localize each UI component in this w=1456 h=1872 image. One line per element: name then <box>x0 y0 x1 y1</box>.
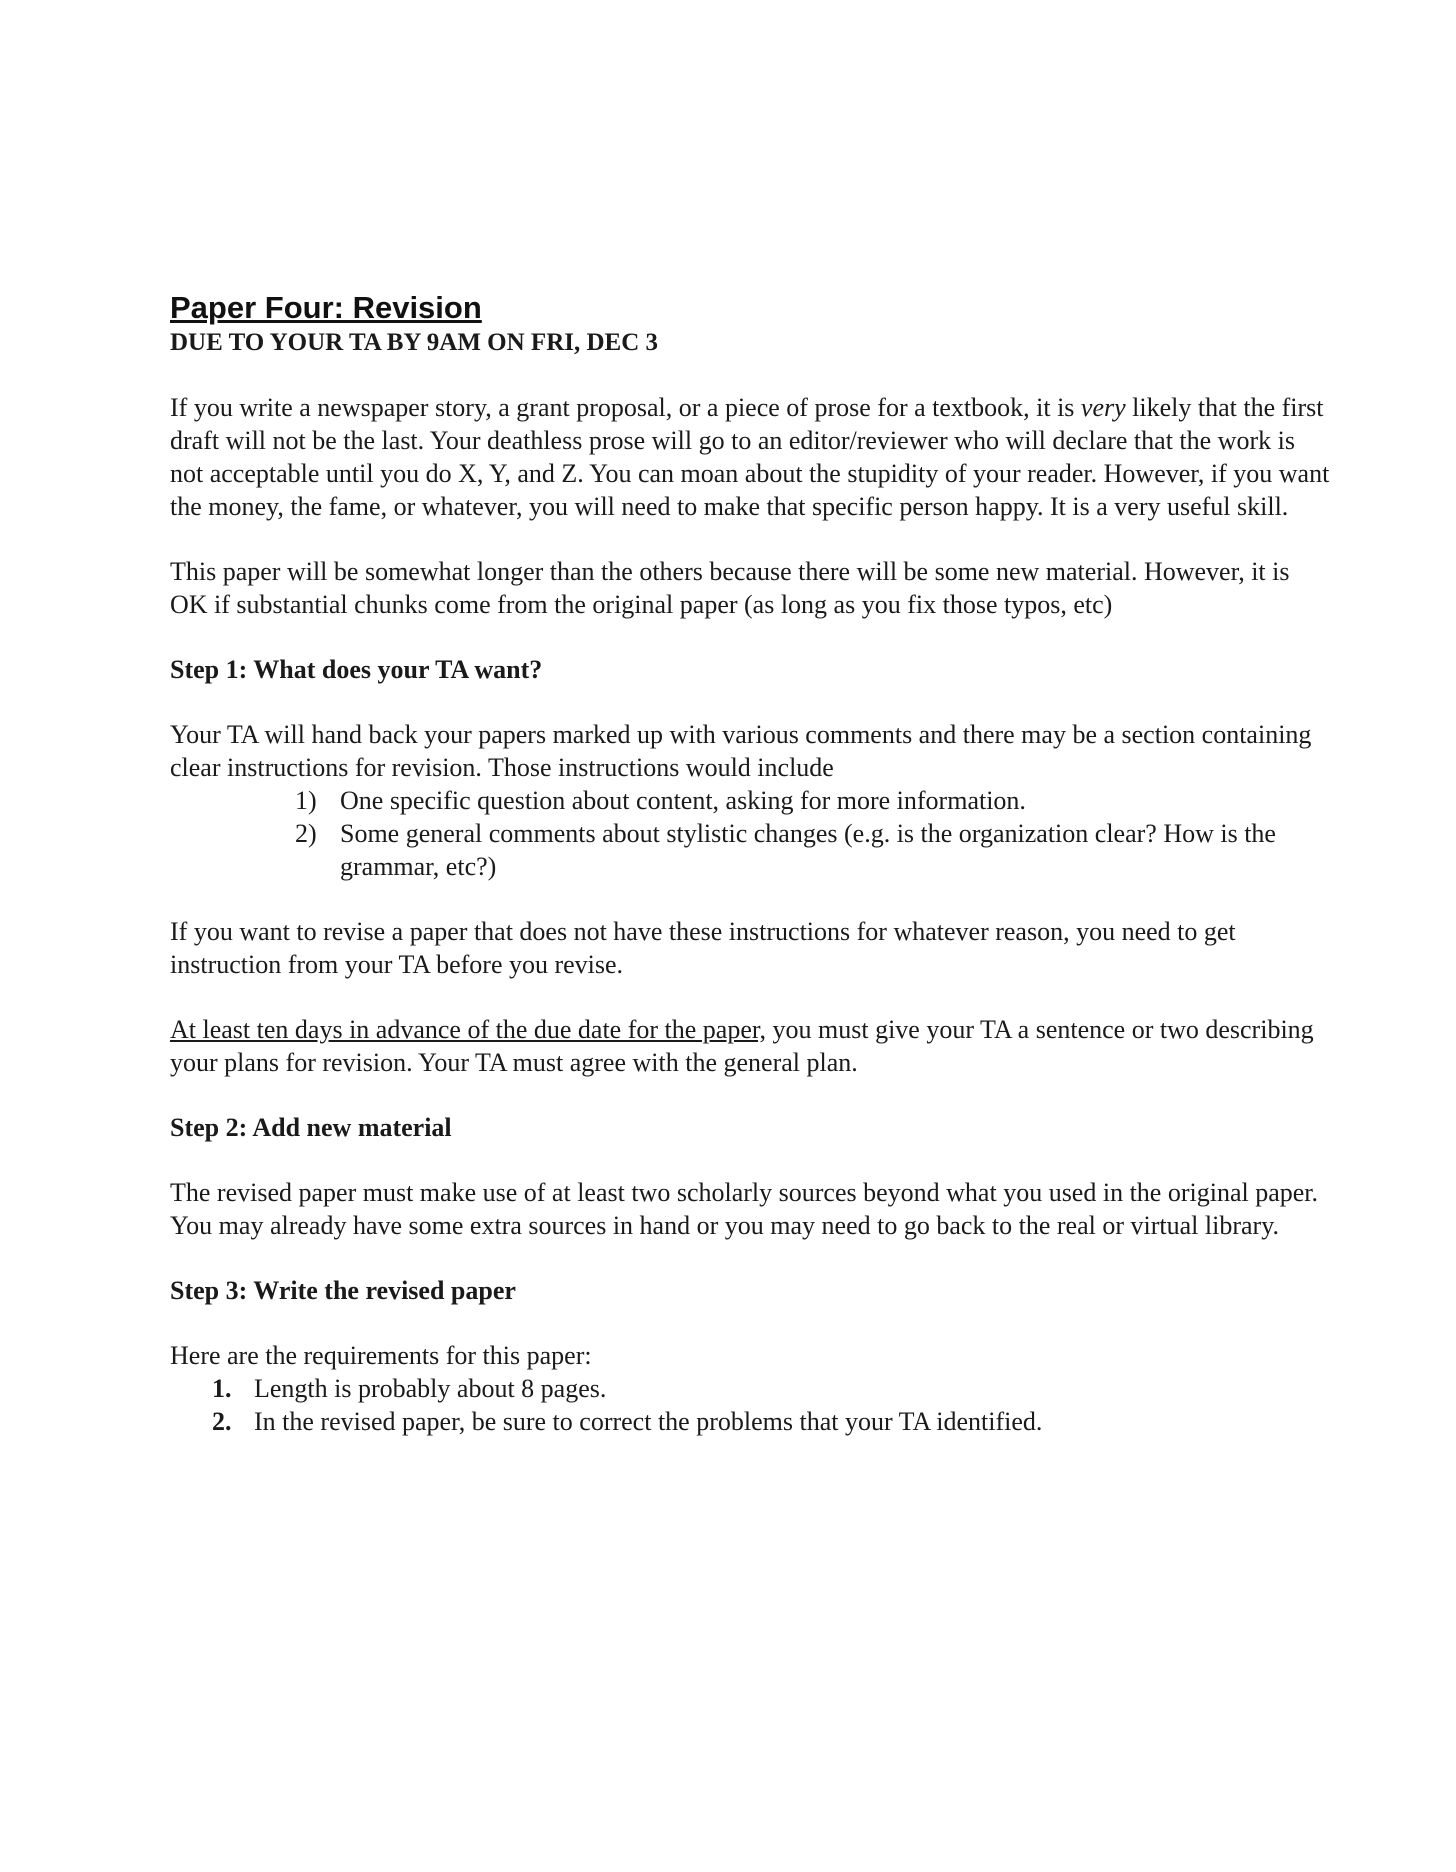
step1-heading: Step 1: What does your TA want? <box>170 655 543 684</box>
step3-intro: Here are the requirements for this paper: <box>170 1341 592 1370</box>
list-item-text: In the revised paper, be sure to correct the problems that your TA identified. <box>254 1407 1043 1436</box>
step2-heading: Step 2: Add new material <box>170 1113 452 1142</box>
advance-notice-underlined: At least ten days in advance of the due date for the paper, <box>170 1015 766 1044</box>
step1-intro: Your TA will hand back your papers marked up with various comments and there may be a section containing clear instructions for revision. Those instructions would include <box>170 720 1312 782</box>
revise-instructions-paragraph: If you want to revise a paper that does not have these instructions for whatever reason, you need to get instruction from your TA before you revise. <box>170 917 1236 979</box>
list-number: 1) <box>295 786 317 815</box>
step1-list <box>170 784 1330 883</box>
list-item <box>170 784 1330 817</box>
list-number: 2. <box>212 1407 232 1436</box>
list-item <box>170 1405 1330 1438</box>
list-item <box>170 1372 1330 1405</box>
list-number: 2) <box>295 819 317 848</box>
advance-notice-paragraph <box>170 1013 1330 1079</box>
list-item-text: Some general comments about stylistic changes (e.g. is the organization clear? How is the grammar, etc?) <box>340 819 1276 881</box>
intro-emphasis: very <box>1080 393 1126 422</box>
advance-notice-text: you must give your TA a sentence or two describing your plans for revision. Your TA must agree with the general plan. <box>170 1015 1314 1077</box>
intro-text-end: likely that the first draft will not be the last. Your deathless prose will go to an editor/reviewer who will declare that the work is not acceptable until you do X, Y, and Z. You can moan about the stupidity of your reader. However, if you want the money, the fame, or whatever, you will need to make that specific person happy. It is a very useful skill. <box>170 393 1330 521</box>
list-number: 1. <box>212 1374 232 1403</box>
length-paragraph: This paper will be somewhat longer than the others because there will be some new material. However, it is OK if substantial chunks come from the original paper (as long as you fix those typos, etc) <box>170 557 1290 619</box>
list-item-text: Length is probably about 8 pages. <box>254 1374 607 1403</box>
list-item-text: One specific question about content, asking for more information. <box>340 786 1026 815</box>
due-date-line: DUE TO YOUR TA BY 9AM ON FRI, DEC 3 <box>170 329 659 356</box>
document-page <box>170 290 1330 1470</box>
page-title: Paper Four: Revision <box>170 290 482 325</box>
step2-paragraph: The revised paper must make use of at least two scholarly sources beyond what you used in the original paper. You may already have some extra sources in hand or you may need to go back to the real or virtual library. <box>170 1178 1319 1240</box>
intro-text-start: If you write a newspaper story, a grant proposal, or a piece of prose for a textbook, it is <box>170 393 1081 422</box>
step3-heading: Step 3: Write the revised paper <box>170 1276 516 1305</box>
intro-paragraph <box>170 391 1330 523</box>
list-item <box>170 817 1330 883</box>
requirements-list <box>170 1372 1330 1438</box>
